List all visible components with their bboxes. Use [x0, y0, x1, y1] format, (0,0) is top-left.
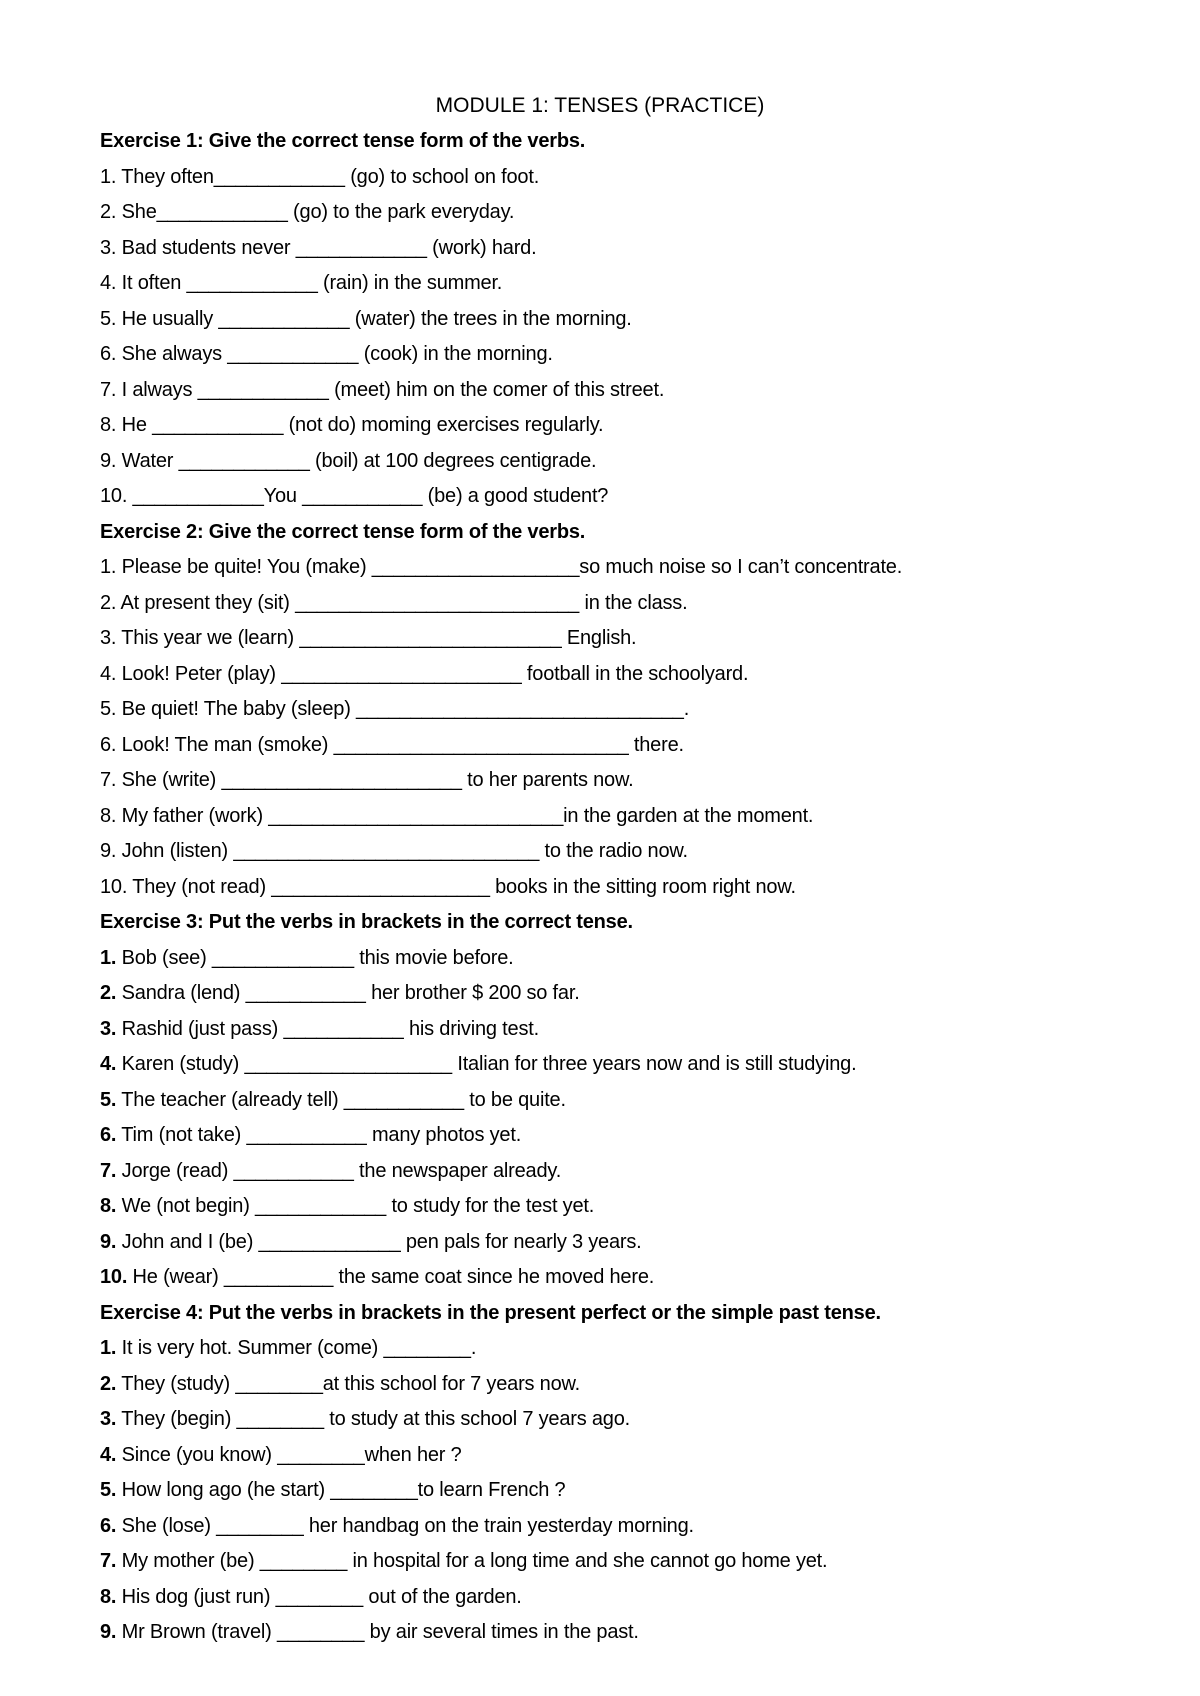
item-number: 6. [100, 1514, 117, 1537]
exercise-section [100, 905, 1140, 1296]
item-text: She always ____________ (cook) in the morning. [116, 343, 553, 365]
item-text: They (begin) ________ to study at this school 7 years ago. [116, 1408, 630, 1430]
exercise-item [100, 1331, 1140, 1367]
item-number: 7. [100, 378, 117, 401]
item-text: She (lose) ________ her handbag on the train yesterday morning. [116, 1514, 694, 1537]
item-text: They often____________ (go) to school on foot. [116, 165, 540, 188]
exercise-item [100, 302, 1140, 338]
item-number: 2. [100, 1372, 117, 1395]
item-number: 1. [100, 556, 117, 578]
exercise-item [100, 941, 1140, 977]
item-text: We (not begin) ____________ to study for the test yet. [116, 1195, 595, 1217]
exercise-item [100, 373, 1140, 409]
item-text: She (write) ______________________ to her parents now. [116, 769, 634, 791]
exercise-section [100, 1296, 1140, 1651]
exercise-item [100, 231, 1140, 267]
exercise-item [100, 1615, 1140, 1651]
item-number: 5. [100, 1088, 117, 1111]
exercise-item [100, 799, 1140, 835]
item-number: 3. [100, 1017, 117, 1040]
exercise-item [100, 1580, 1140, 1616]
item-text: ____________You ___________ (be) a good student? [127, 485, 609, 507]
item-number: 5. [100, 698, 117, 720]
item-text: John (listen) ____________________________ to the radio now. [116, 840, 688, 862]
item-text: Please be quite! You (make) ___________________so much noise so I can’t concentrate. [116, 556, 903, 578]
item-number: 10. [100, 875, 128, 898]
item-text: How long ago (he start) ________to learn French ? [116, 1479, 566, 1501]
item-number: 4. [100, 272, 117, 294]
item-text: She____________ (go) to the park everyday. [116, 201, 515, 223]
item-text: Water ____________ (boil) at 100 degrees centigrade. [116, 449, 597, 472]
exercise-heading: Exercise 3: Put the verbs in brackets in the correct tense. [100, 911, 633, 933]
item-text: Bob (see) _____________ this movie before. [116, 946, 514, 969]
exercise-item [100, 1367, 1140, 1403]
exercises-container [100, 124, 1140, 1651]
exercise-item [100, 1260, 1140, 1296]
exercise-item [100, 1473, 1140, 1509]
item-text: Mr Brown (travel) ________ by air several times in the past. [116, 1621, 639, 1643]
item-text: This year we (learn) ________________________ English. [116, 627, 637, 649]
item-number: 5. [100, 307, 117, 330]
item-text: I always ____________ (meet) him on the comer of this street. [116, 378, 665, 401]
exercise-item [100, 479, 1140, 515]
item-text: Rashid (just pass) ___________ his driving test. [116, 1017, 539, 1040]
item-text: Look! Peter (play) ______________________ football in the schoolyard. [116, 662, 749, 685]
item-number: 2. [100, 201, 117, 223]
exercise-item [100, 728, 1140, 764]
exercise-item [100, 337, 1140, 373]
exercise-item [100, 1509, 1140, 1545]
exercise-item [100, 621, 1140, 657]
item-number: 1. [100, 165, 117, 188]
worksheet-page [100, 88, 1140, 1651]
item-number: 7. [100, 1550, 117, 1572]
item-text: Be quiet! The baby (sleep) ______________________________. [116, 698, 690, 720]
item-number: 9. [100, 1621, 117, 1643]
item-number: 3. [100, 627, 117, 649]
exercise-item [100, 550, 1140, 586]
item-number: 3. [100, 1408, 117, 1430]
item-number: 2. [100, 982, 117, 1004]
page-title: MODULE 1: TENSES (PRACTICE) [435, 94, 765, 117]
item-number: 2. [100, 591, 117, 614]
item-text: It is very hot. Summer (come) ________. [116, 1337, 477, 1359]
item-text: My mother (be) ________ in hospital for a long time and she cannot go home yet. [116, 1550, 828, 1572]
item-number: 8. [100, 804, 117, 827]
item-text: Look! The man (smoke) ___________________________ there. [116, 733, 684, 756]
exercise-item [100, 1083, 1140, 1119]
item-text: Jorge (read) ___________ the newspaper already. [116, 1159, 562, 1182]
item-number: 4. [100, 1053, 117, 1075]
item-text: Karen (study) ___________________ Italian for three years now and is still studying. [116, 1053, 857, 1075]
item-number: 6. [100, 1124, 117, 1146]
item-number: 4. [100, 1443, 117, 1466]
item-number: 9. [100, 1230, 117, 1253]
item-text: My father (work) ___________________________in the garden at the moment. [116, 804, 814, 827]
exercise-heading: Exercise 1: Give the correct tense form of the verbs. [100, 130, 586, 152]
item-number: 1. [100, 946, 117, 969]
item-text: The teacher (already tell) ___________ to be quite. [116, 1088, 566, 1111]
exercise-item [100, 586, 1140, 622]
exercise-item [100, 195, 1140, 231]
item-text: Bad students never ____________ (work) hard. [116, 236, 537, 259]
exercise-item [100, 763, 1140, 799]
exercise-item [100, 444, 1140, 480]
item-text: He (wear) __________ the same coat since he moved here. [127, 1266, 655, 1288]
item-text: Tim (not take) ___________ many photos yet. [116, 1124, 522, 1146]
item-text: He usually ____________ (water) the trees in the morning. [116, 307, 632, 330]
item-number: 6. [100, 343, 117, 365]
item-number: 7. [100, 1159, 117, 1182]
item-number: 4. [100, 662, 117, 685]
item-text: It often ____________ (rain) in the summer. [116, 272, 503, 294]
item-number: 9. [100, 449, 117, 472]
item-number: 3. [100, 236, 117, 259]
exercise-heading: Exercise 4: Put the verbs in brackets in the present perfect or the simple past tense. [100, 1301, 881, 1324]
exercise-item [100, 1047, 1140, 1083]
item-number: 5. [100, 1479, 117, 1501]
exercise-item [100, 692, 1140, 728]
item-number: 7. [100, 769, 117, 791]
item-number: 6. [100, 733, 117, 756]
item-text: Since (you know) ________when her ? [116, 1443, 462, 1466]
exercise-item [100, 1118, 1140, 1154]
item-number: 10. [100, 1266, 128, 1288]
item-number: 9. [100, 840, 117, 862]
exercise-item [100, 834, 1140, 870]
exercise-item [100, 1225, 1140, 1261]
exercise-item [100, 1438, 1140, 1474]
exercise-item [100, 976, 1140, 1012]
exercise-section [100, 515, 1140, 906]
exercise-item [100, 657, 1140, 693]
item-number: 8. [100, 1585, 117, 1608]
item-text: He ____________ (not do) moming exercises regularly. [116, 414, 604, 436]
exercise-item [100, 266, 1140, 302]
item-number: 1. [100, 1337, 117, 1359]
exercise-item [100, 1189, 1140, 1225]
item-text: At present they (sit) __________________________ in the class. [116, 591, 688, 614]
exercise-item [100, 160, 1140, 196]
item-text: Sandra (lend) ___________ her brother $ 200 so far. [116, 982, 580, 1004]
exercise-heading: Exercise 2: Give the correct tense form of the verbs. [100, 520, 586, 543]
item-text: His dog (just run) ________ out of the garden. [116, 1585, 522, 1608]
exercise-item [100, 1012, 1140, 1048]
exercise-item [100, 408, 1140, 444]
exercise-item [100, 1154, 1140, 1190]
exercise-section [100, 124, 1140, 515]
exercise-item [100, 1544, 1140, 1580]
item-text: They (not read) ____________________ books in the sitting room right now. [127, 875, 796, 898]
exercise-item [100, 870, 1140, 906]
item-number: 8. [100, 414, 117, 436]
item-text: John and I (be) _____________ pen pals for nearly 3 years. [116, 1230, 642, 1253]
item-number: 8. [100, 1195, 117, 1217]
item-number: 10. [100, 485, 128, 507]
item-text: They (study) ________at this school for 7 years now. [116, 1372, 581, 1395]
exercise-item [100, 1402, 1140, 1438]
